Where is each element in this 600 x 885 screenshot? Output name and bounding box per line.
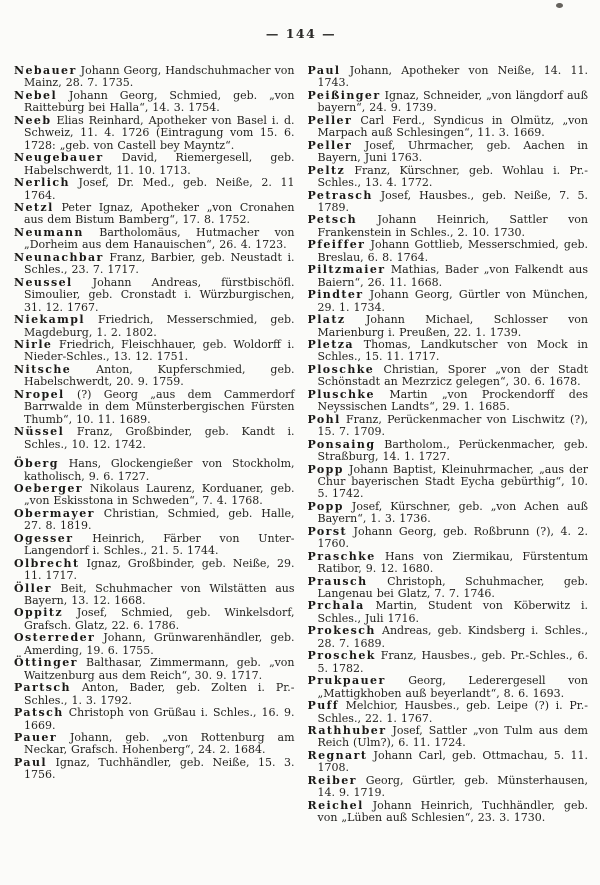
entry-details: Anton, Kupferschmied, geb. Habelschwerdt, 20. 9. 1759.	[24, 362, 295, 389]
entry-surname: Popp	[307, 462, 344, 476]
entry-details: Johann Heinrich, Sattler von Frankenstein in Schles., 2. 10. 1730.	[317, 213, 588, 239]
entry-details: Martin, Student von Köberwitz i. Schles., Juli 1716.	[317, 599, 588, 625]
entry-surname: Proschek	[307, 649, 376, 663]
entry-surname: Nerlich	[14, 176, 70, 190]
entry-details: Ignaz, Tuchhändler, geb. Neiße, 15. 3. 1756.	[24, 755, 295, 782]
directory-entry	[14, 177, 295, 202]
directory-entry	[14, 483, 295, 508]
directory-entry	[308, 289, 589, 314]
entry-details: Georg, Lederergesell von „Mattigkhoben auß beyerlandt“, 8. 6. 1693.	[317, 674, 588, 700]
directory-entry	[14, 65, 295, 90]
directory-entry	[14, 508, 295, 533]
entry-details: Christian, Schmied, geb. Halle, 27. 8. 1819.	[24, 506, 295, 533]
entry-details: Georg, Gürtler, geb. Münsterhausen, 14. 9. 1719.	[317, 773, 588, 800]
directory-entry	[308, 800, 589, 825]
directory-entry	[14, 732, 295, 757]
directory-entry	[308, 65, 589, 90]
entry-details: Johann Georg, geb. Roßbrunn (?), 4. 2. 1760.	[317, 524, 588, 551]
entry-details: Christoph, Schuhmacher, geb. Langenau bei Glatz, 7. 7. 1746.	[317, 574, 588, 601]
entry-details: Beit, Schuhmacher von Wilstätten aus Bayern, 13. 12. 1668.	[24, 581, 295, 608]
entry-surname: Neugebauer	[14, 151, 104, 165]
entry-surname: Pluschke	[307, 387, 375, 401]
directory-entry	[308, 675, 589, 700]
entry-details: Melchior, Hausbes., geb. Leipe (?) i. Pr.-Schles., 22. 1. 1767.	[317, 699, 588, 725]
directory-entry	[308, 339, 589, 364]
directory-entry	[14, 115, 295, 152]
entry-surname: Reichel	[307, 798, 364, 812]
directory-entry	[308, 439, 589, 464]
directory-entry	[14, 339, 295, 364]
entry-surname: Osterreder	[14, 631, 96, 645]
entry-surname: Ponsaing	[307, 437, 376, 451]
entry-surname: Praschke	[307, 549, 376, 563]
directory-entry	[14, 607, 295, 632]
entry-details: Heinrich, Färber von Unter-Langendorf i. Schles., 21. 5. 1744.	[24, 531, 295, 558]
directory-entry	[308, 700, 589, 725]
directory-entry	[308, 750, 589, 775]
page-number: — 144 —	[265, 26, 337, 41]
entry-details: Josef, Hausbes., geb. Neiße, 7. 5. 1789.	[317, 188, 588, 214]
entry-surname: Prukpauer	[307, 674, 386, 688]
entry-surname: Niekampl	[14, 313, 85, 327]
directory-entry	[14, 202, 295, 227]
directory-entry	[14, 458, 295, 483]
directory-entry	[308, 239, 589, 264]
scan-speck-artifact	[556, 3, 563, 8]
entry-surname: Ploschke	[307, 362, 375, 376]
entry-surname: Paul	[307, 64, 341, 77]
entry-details: Bartholomäus, Hutmacher von „Dorheim aus dem Hanauischen“, 26. 4. 1723.	[24, 225, 295, 252]
entry-surname: Rathhuber	[307, 724, 387, 738]
entry-surname: Puff	[307, 699, 339, 713]
entry-surname: Öttinger	[14, 656, 78, 670]
entry-surname: Petsch	[307, 213, 358, 227]
directory-entry	[308, 140, 589, 165]
directory-entry	[14, 277, 295, 314]
entry-details: Johann Michael, Schlosser von Marienburg i. Preußen, 22. 1. 1739.	[317, 313, 588, 339]
directory-entry	[14, 227, 295, 252]
entry-details: Josef, Sattler „von Tulm aus dem Reich (Ulm?), 6. 11. 1724.	[317, 724, 588, 750]
directory-entry	[308, 526, 589, 551]
entry-surname: Oppitz	[14, 606, 64, 620]
entry-surname: Nebel	[14, 88, 58, 102]
entry-surname: Peller	[307, 138, 353, 152]
entry-surname: Nüssel	[14, 425, 65, 439]
entry-surname: Pfeiffer	[307, 238, 366, 252]
entry-details: Hans von Ziermikau, Fürstentum Ratibor, 9. 12. 1680.	[317, 549, 588, 576]
entry-details: Elias Reinhard, Apotheker von Basel i. d. Schweiz, 11. 4. 1726 (Eintragung vom 15. 6. 1728: „geb. von Castell bey Mayntz“.	[24, 113, 295, 152]
entry-details: Johann, Apotheker von Neiße, 14. 11. 1743.	[317, 64, 588, 90]
directory-entry	[308, 264, 589, 289]
entry-surname: Pletza	[307, 337, 354, 351]
directory-entry	[14, 632, 295, 657]
directory-entry	[14, 90, 295, 115]
entry-surname: Öller	[14, 581, 52, 595]
entry-surname: Popp	[307, 499, 344, 513]
entry-details: Franz, Hausbes., geb. Pr.-Schles., 6. 5. 1782.	[317, 649, 588, 675]
directory-entry	[14, 558, 295, 583]
entry-surname: Neunachbar	[14, 250, 104, 264]
directory-entry	[14, 364, 295, 389]
entry-surname: Olbrecht	[14, 556, 80, 570]
entry-details: Christoph von Grüßau i. Schles., 16. 9. 1669.	[24, 706, 295, 732]
directory-entry	[14, 152, 295, 177]
directory-entry	[14, 426, 295, 451]
entry-details: Franz, Barbier, geb. Neustadt i. Schles., 23. 7. 1717.	[24, 250, 295, 277]
entry-details: Johann, Grünwarenhändler, geb. Amerding, 19. 6. 1755.	[24, 631, 295, 657]
two-column-text-block	[14, 65, 588, 825]
entry-surname: Piltzmaier	[307, 263, 386, 277]
directory-entry	[308, 501, 589, 526]
entry-surname: Obermayer	[14, 506, 95, 520]
directory-entry	[14, 314, 295, 339]
entry-details: Johann Georg, Schmied, geb. „von Raitteburg bei Halla“, 14. 3. 1754.	[24, 88, 295, 115]
directory-entry	[308, 551, 589, 576]
entry-details: Anton, Bader, geb. Zolten i. Pr.-Schles., 1. 3. 1792.	[24, 681, 295, 707]
entry-details: Johann Georg, Handschuhmacher von Mainz, 28. 7. 1735.	[24, 64, 295, 90]
entry-details: Franz, Perückenmacher von Lischwitz (?), 15. 7. 1709.	[317, 412, 588, 439]
directory-entry	[14, 389, 295, 426]
right-column	[308, 65, 589, 825]
entry-details: Johann Heinrich, Tuchhändler, geb. von „Lüben auß Schlesien“, 23. 3. 1730.	[317, 798, 588, 825]
entry-details: Johann Carl, geb. Ottmachau, 5. 11. 1708.	[317, 748, 588, 775]
entry-details: Mathias, Bader „von Falkendt aus Baiern“, 26. 11. 1668.	[317, 263, 588, 289]
directory-entry	[14, 657, 295, 682]
entry-details: Johann Gottlieb, Messerschmied, geb. Breslau, 6. 8. 1764.	[317, 238, 588, 264]
directory-entry	[14, 583, 295, 608]
entry-details: Friedrich, Messerschmied, geb. Magdeburg, 1. 2. 1802.	[24, 313, 295, 339]
entry-surname: Nirle	[14, 337, 53, 351]
entry-surname: Netzl	[14, 200, 54, 214]
entry-details: Josef, Schmied, geb. Winkelsdorf, Grafsch. Glatz, 22. 6. 1786.	[24, 606, 295, 632]
directory-entry	[14, 707, 295, 732]
entry-details: Christian, Sporer „von der Stadt Schönstadt an Mezrzicz gelegen“, 30. 6. 1678.	[317, 362, 588, 389]
directory-entry	[308, 364, 589, 389]
entry-details: Peter Ignaz, Apotheker „von Cronahen aus dem Bistum Bamberg“, 17. 8. 1752.	[24, 200, 295, 227]
entry-surname: Pohl	[307, 412, 341, 426]
entry-surname: Peltz	[307, 163, 346, 177]
entry-details: Josef, Uhrmacher, geb. Aachen in Bayern, Juni 1763.	[317, 138, 588, 165]
left-column	[14, 65, 295, 782]
directory-entry	[308, 464, 589, 501]
entry-details: Hans, Glockengießer von Stockholm, katholisch, 9. 6. 1727.	[24, 457, 295, 483]
entry-surname: Partsch	[14, 681, 71, 695]
entry-surname: Prchala	[307, 599, 365, 613]
directory-entry	[308, 115, 589, 140]
entry-surname: Pauer	[14, 731, 58, 745]
entry-surname: Peller	[307, 113, 353, 127]
directory-entry	[14, 757, 295, 782]
entry-details: Carl Ferd., Syndicus in Olmütz, „von Marpach auß Schlesingen“, 11. 3. 1669.	[317, 113, 588, 140]
directory-entry	[14, 252, 295, 277]
directory-entry	[308, 625, 589, 650]
entry-surname: Prokesch	[307, 624, 376, 638]
directory-entry	[308, 775, 589, 800]
entry-surname: Paul	[14, 755, 47, 769]
entry-surname: Nitsche	[14, 362, 72, 376]
directory-entry	[308, 600, 589, 625]
entry-details: David, Riemergesell, geb. Habelschwerdt, 11. 10. 1713.	[24, 151, 295, 177]
entry-surname: Regnart	[307, 748, 368, 762]
entry-surname: Neeb	[14, 113, 52, 127]
entry-details: Friedrich, Fleischhauer, geb. Woldorff i. Nieder-Schles., 13. 12. 1751.	[24, 337, 295, 364]
entry-details: Nikolaus Laurenz, Korduaner, geb. „von Eskisstona in Schweden“, 7. 4. 1768.	[24, 481, 295, 508]
directory-entry	[308, 214, 589, 239]
entry-surname: Prausch	[307, 574, 368, 588]
entry-details: Ignaz, Schneider, „von längdorf auß bayern“, 24. 9. 1739.	[317, 88, 588, 115]
entry-details: Johann, geb. „von Rottenburg am Neckar, Grafsch. Hohenberg“, 24. 2. 1684.	[24, 731, 295, 757]
entry-details: (?) Georg „aus dem Cammerdorf Barrwalde in dem Münsterbergischen Fürsten Thumb“, 10. 11. 1689.	[24, 387, 295, 426]
entry-details: Johann Baptist, Kleinuhrmacher, „aus der Chur bayerischen Stadt Eycha gebürthig“, 10. 5. 1742.	[317, 462, 588, 501]
entry-details: Johann Georg, Gürtler von München, 29. 1. 1734.	[317, 288, 588, 314]
entry-surname: Öberg	[14, 457, 59, 471]
directory-entry	[308, 650, 589, 675]
entry-details: Martin „von Prockendorff des Neyssischen Landts“, 29. 1. 1685.	[317, 387, 588, 414]
entry-surname: Neumann	[14, 225, 84, 239]
entry-details: Franz, Kürschner, geb. Wohlau i. Pr.-Schles., 13. 4. 1772.	[317, 163, 588, 190]
entry-details: Ignaz, Großbinder, geb. Neiße, 29. 11. 1717.	[24, 556, 295, 583]
directory-entry	[308, 414, 589, 439]
directory-entry	[308, 165, 589, 190]
entry-surname: Reiber	[307, 773, 357, 787]
entry-surname: Pindter	[307, 288, 364, 302]
entry-surname: Porst	[307, 524, 348, 538]
entry-surname: Neussel	[14, 275, 73, 289]
directory-entry	[308, 576, 589, 601]
directory-entry	[308, 190, 589, 215]
entry-surname: Petrasch	[307, 188, 373, 202]
entry-details: Bartholom., Perückenmacher, geb. Straßburg, 14. 1. 1727.	[317, 437, 588, 464]
entry-surname: Oeberger	[14, 481, 83, 495]
directory-entry	[308, 90, 589, 115]
entry-details: Thomas, Landkutscher von Mock in Schles., 15. 11. 1717.	[317, 337, 588, 364]
entry-surname: Ogesser	[14, 531, 74, 545]
directory-entry	[14, 682, 295, 707]
entry-surname: Patsch	[14, 706, 64, 720]
entry-details: Franz, Großbinder, geb. Kandt i. Schles., 10. 12. 1742.	[24, 425, 295, 451]
entry-surname: Peißinger	[307, 88, 381, 102]
directory-entry	[308, 725, 589, 750]
entry-surname: Nebauer	[14, 64, 77, 77]
directory-entry	[308, 389, 589, 414]
entry-surname: Nropel	[14, 387, 65, 401]
entry-details: Johann Andreas, fürstbischöfl. Simoulier, geb. Cronstadt i. Würzburgischen, 31. 12. 1767.	[24, 275, 295, 314]
directory-entry	[308, 314, 589, 339]
directory-entry	[14, 533, 295, 558]
entry-details: Andreas, geb. Kindsberg i. Schles., 28. 7. 1689.	[317, 624, 588, 650]
entry-details: Josef, Kürschner, geb. „von Achen auß Bayern“, 1. 3. 1736.	[317, 499, 588, 526]
entry-surname: Platz	[307, 313, 346, 327]
entry-details: Josef, Dr. Med., geb. Neiße, 2. 11 1764.	[24, 176, 295, 202]
entry-details: Balthasar, Zimmermann, geb. „von Waitzenburg aus dem Reich“, 30. 9. 1717.	[24, 656, 295, 682]
